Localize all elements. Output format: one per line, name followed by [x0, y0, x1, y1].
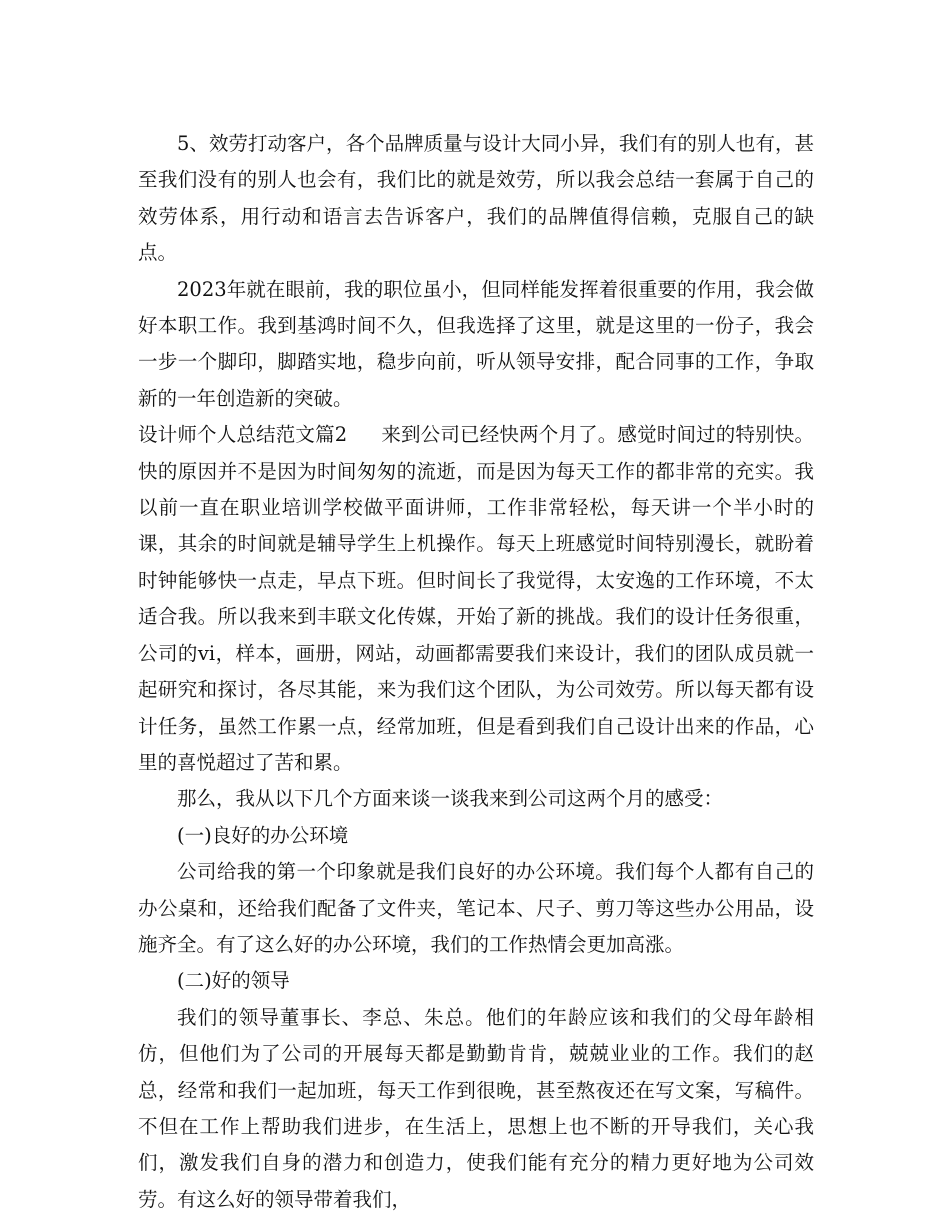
- paragraph-office-environment: 公司给我的第一个印象就是我们良好的办公环境。我们每个人都有自己的办公桌和，还给我们配备了文件夹，笔记本、尺子、剪刀等这些办公用品，设施齐全。有了这么好的办公环境，我们的工作热情会更加高涨。: [138, 860, 814, 956]
- paragraph-2023: 2023年就在眼前，我的职位虽小，但同样能发挥着很重要的作用，我会做好本职工作。我到基鸿时间不久，但我选择了这里，就是这里的一份子，我会一步一个脚印，脚踏实地，稳步向前，听从领导安排，配合同事的工作，争取新的一年创造新的突破。: [138, 277, 814, 410]
- paragraph-good-leaders: 我们的领导董事长、李总、朱总。他们的年龄应该和我们的父母年龄相仿，但他们为了公司的开展每天都是勤勤肯肯，兢兢业业的工作。我们的赵总，经常和我们一起加班，每天工作到很晚，甚至熬夜还在写文案，写稿件。不但在工作上帮助我们进步，在生活上，思想上也不断的开导我们，关心我们，激发我们自身的潜力和创造力，使我们能有充分的精力更好地为公司效劳。有这么好的领导带着我们，: [138, 1005, 814, 1211]
- paragraph-aspects: 那么，我从以下几个方面来谈一谈我来到公司这两个月的感受：: [177, 787, 724, 811]
- subheading-office-environment: (一)良好的办公环境: [177, 823, 349, 847]
- section-intro-text: 来到公司已经快两个月了。感觉时间过的特别快。快的原因并不是因为时间匆匆的流逝，而是因为每天工作的都非常的充实。我以前一直在职业培训学校做平面讲师，工作非常轻松，每天讲一个半小时的课，其余的时间就是辅导学生上机操作。每天上班感觉时间特别漫长，就盼着时钟能够快一点走，早点下班。但时间长了我觉得，太安逸的工作环境，不太适合我。所以我来到丰联文化传媒，开始了新的挑战。我们的设计任务很重，公司的vi，样本，画册，网站，动画都需要我们来设计，我们的团队成员就一起研究和探讨，各尽其能，来为我们这个团队，为公司效劳。所以每天都有设计任务，虽然工作累一点，经常加班，但是看到我们自己设计出来的作品，心里的喜悦超过了苦和累。: [138, 423, 814, 774]
- paragraph-service: 5、效劳打动客户，各个品牌质量与设计大同小异，我们有的别人也有，甚至我们没有的别人也会有，我们比的就是效劳，所以我会总结一套属于自己的效劳体系，用行动和语言去告诉客户，我们的品牌值得信赖，克服自己的缺点。: [138, 132, 814, 265]
- subheading-good-leaders: (二)好的领导: [177, 969, 290, 993]
- document-page: [138, 126, 814, 1218]
- section-title: 设计师个人总结范文篇2: [138, 423, 348, 447]
- section-intro-paragraph: [138, 417, 814, 781]
